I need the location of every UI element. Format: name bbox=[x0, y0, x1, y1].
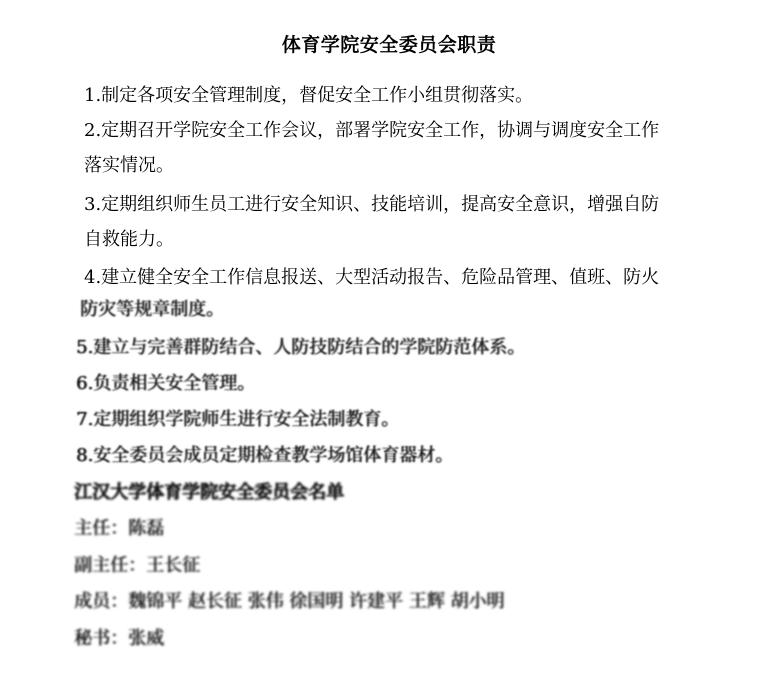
duty-line-7: 7.定期组织学院师生进行安全法制教育。 bbox=[76, 409, 400, 430]
duty-line-6: 6.负责相关安全管理。 bbox=[76, 373, 256, 394]
duty-line-1: 1.制定各项安全管理制度，督促安全工作小组贯彻落实。 bbox=[84, 85, 534, 106]
duty-line-4: 4.建立健全安全工作信息报送、大型活动报告、危险品管理、值班、防火 bbox=[84, 267, 660, 288]
duty-line-2-cont: 落实情况。 bbox=[84, 155, 174, 176]
committee-members: 成员：魏锦平 赵长征 张伟 徐国明 许建平 王辉 胡小明 bbox=[74, 591, 505, 612]
committee-deputy-director: 副主任：王长征 bbox=[74, 555, 200, 576]
committee-director: 主任：陈磊 bbox=[74, 518, 164, 539]
committee-list-heading: 江汉大学体育学院安全委员会名单 bbox=[74, 482, 344, 503]
duty-line-3: 3.定期组织师生员工进行安全知识、技能培训，提高安全意识，增强自防 bbox=[84, 194, 660, 215]
duty-line-2: 2.定期召开学院安全工作会议，部署学院安全工作，协调与调度安全工作 bbox=[84, 120, 660, 141]
duty-line-8: 8.安全委员会成员定期检查教学场馆体育器材。 bbox=[76, 445, 454, 466]
document-title: 体育学院安全委员会职责 bbox=[281, 34, 497, 56]
duty-line-4-cont: 防灾等规章制度。 bbox=[80, 299, 224, 320]
duty-line-5: 5.建立与完善群防结合、人防技防结合的学院防范体系。 bbox=[76, 337, 526, 358]
committee-secretary: 秘书：张威 bbox=[74, 628, 164, 649]
duty-line-3-cont: 自救能力。 bbox=[84, 229, 174, 250]
